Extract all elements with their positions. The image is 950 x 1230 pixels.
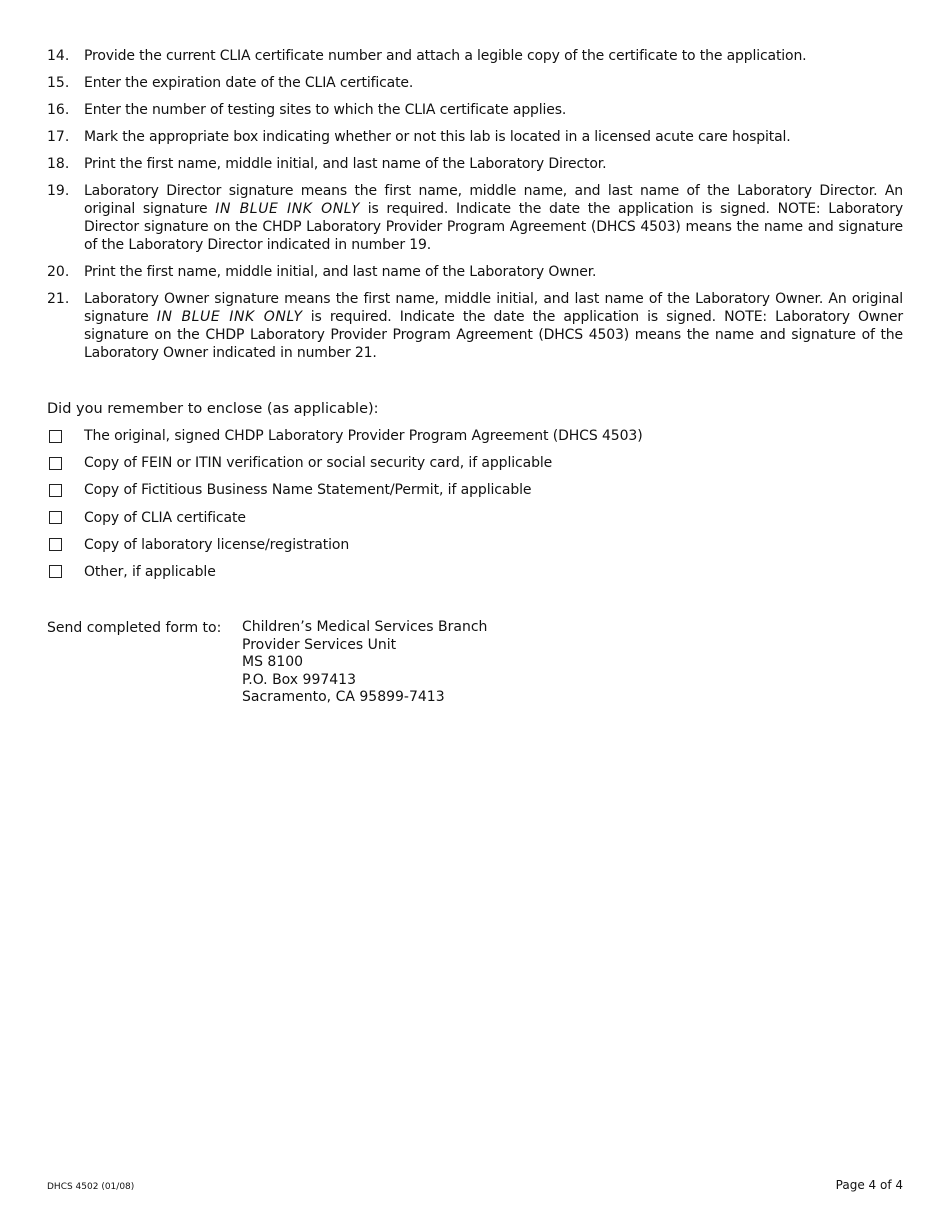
checkbox[interactable] xyxy=(49,457,62,470)
instruction-segment: is required. Indicate the date the application is signed. NOTE: Laboratory Owner signature on the CHDP Laboratory Provider Program Agreement (DHCS 4503) means the name and signature of the Laboratory Owner indicated in number 21. xyxy=(84,309,903,361)
address-line: Sacramento, CA 95899-7413 xyxy=(242,689,445,706)
instruction-text xyxy=(84,290,903,362)
checkbox[interactable] xyxy=(49,430,62,443)
instruction-text xyxy=(84,74,903,92)
instruction-list xyxy=(47,47,903,371)
instruction-item xyxy=(47,128,903,146)
address-line: P.O. Box 997413 xyxy=(242,671,356,688)
address-line: MS 8100 xyxy=(242,654,304,671)
checklist-label: The original, signed CHDP Laboratory Provider Program Agreement (DHCS 4503) xyxy=(84,428,643,444)
instruction-number: 16. xyxy=(47,102,70,118)
instruction-segment: Print the first name, middle initial, and last name of the Laboratory Director. xyxy=(84,156,607,172)
checkbox[interactable] xyxy=(49,565,62,578)
instruction-text xyxy=(84,128,903,146)
instruction-item xyxy=(47,155,903,173)
emphasis-text: IN BLUE INK ONLY xyxy=(215,201,361,217)
enclosure-checklist xyxy=(47,427,643,590)
mailing-address xyxy=(242,619,487,707)
instruction-number: 19. xyxy=(47,183,70,199)
instruction-item xyxy=(47,47,903,65)
instruction-segment: Mark the appropriate box indicating whether or not this lab is located in a licensed acute care hospital. xyxy=(84,129,791,145)
checklist-title: Did you remember to enclose (as applicable): xyxy=(47,401,379,417)
instruction-number: 18. xyxy=(47,156,70,172)
instruction-segment: Print the first name, middle initial, and last name of the Laboratory Owner. xyxy=(84,264,597,280)
instruction-text xyxy=(84,101,903,119)
checklist-item xyxy=(47,563,643,581)
checklist-item xyxy=(47,427,643,445)
instruction-segment: Enter the expiration date of the CLIA certificate. xyxy=(84,75,414,91)
instruction-text xyxy=(84,182,903,254)
checklist-item xyxy=(47,454,643,472)
instruction-item xyxy=(47,74,903,92)
instruction-number: 21. xyxy=(47,291,70,307)
checklist-label: Copy of CLIA certificate xyxy=(84,509,246,526)
instruction-segment: Enter the number of testing sites to which the CLIA certificate applies. xyxy=(84,102,567,118)
checklist-item xyxy=(47,481,643,499)
form-number: DHCS 4502 (01/08) xyxy=(47,1182,135,1192)
address-line: Children’s Medical Services Branch xyxy=(242,619,488,635)
checkbox[interactable] xyxy=(49,484,62,497)
instruction-segment: Provide the current CLIA certificate number and attach a legible copy of the certificate to the application. xyxy=(84,48,807,64)
instruction-item xyxy=(47,182,903,254)
instruction-number: 17. xyxy=(47,129,70,145)
instruction-text xyxy=(84,47,903,65)
send-to-section xyxy=(47,619,487,707)
instruction-text xyxy=(84,155,903,173)
instruction-item xyxy=(47,290,903,362)
checkbox[interactable] xyxy=(49,511,62,524)
address-line: Provider Services Unit xyxy=(242,636,397,653)
instruction-number: 15. xyxy=(47,75,70,91)
checkbox[interactable] xyxy=(49,538,62,551)
instruction-item xyxy=(47,263,903,281)
checklist-label: Copy of laboratory license/registration xyxy=(84,536,350,553)
instruction-item xyxy=(47,101,903,119)
instruction-number: 14. xyxy=(47,48,70,64)
instruction-segment: Laboratory Director signature means the first name, middle name, and last name of the Laboratory Director. An original signature xyxy=(84,183,903,217)
checklist-item xyxy=(47,536,643,554)
checklist-label: Copy of Fictitious Business Name Statement/Permit, if applicable xyxy=(84,482,532,499)
checklist-label: Copy of FEIN or ITIN verification or social security card, if applicable xyxy=(84,455,553,472)
send-label: Send completed form to: xyxy=(47,620,222,636)
checklist-label: Other, if applicable xyxy=(84,563,216,580)
checklist-item xyxy=(47,509,643,527)
emphasis-text: IN BLUE INK ONLY xyxy=(156,309,303,325)
instruction-number: 20. xyxy=(47,264,70,280)
instruction-segment: Laboratory Owner signature means the first name, middle initial, and last name of the Laboratory Owner. An original signature xyxy=(84,291,903,325)
instruction-text xyxy=(84,263,903,281)
instruction-segment: is required. Indicate the date the application is signed. NOTE: Laboratory Director signature on the CHDP Laboratory Provider Program Agreement (DHCS 4503) means the name and signature of the Laboratory Director indicated in number 19. xyxy=(84,201,904,253)
page-number: Page 4 of 4 xyxy=(835,1178,903,1192)
